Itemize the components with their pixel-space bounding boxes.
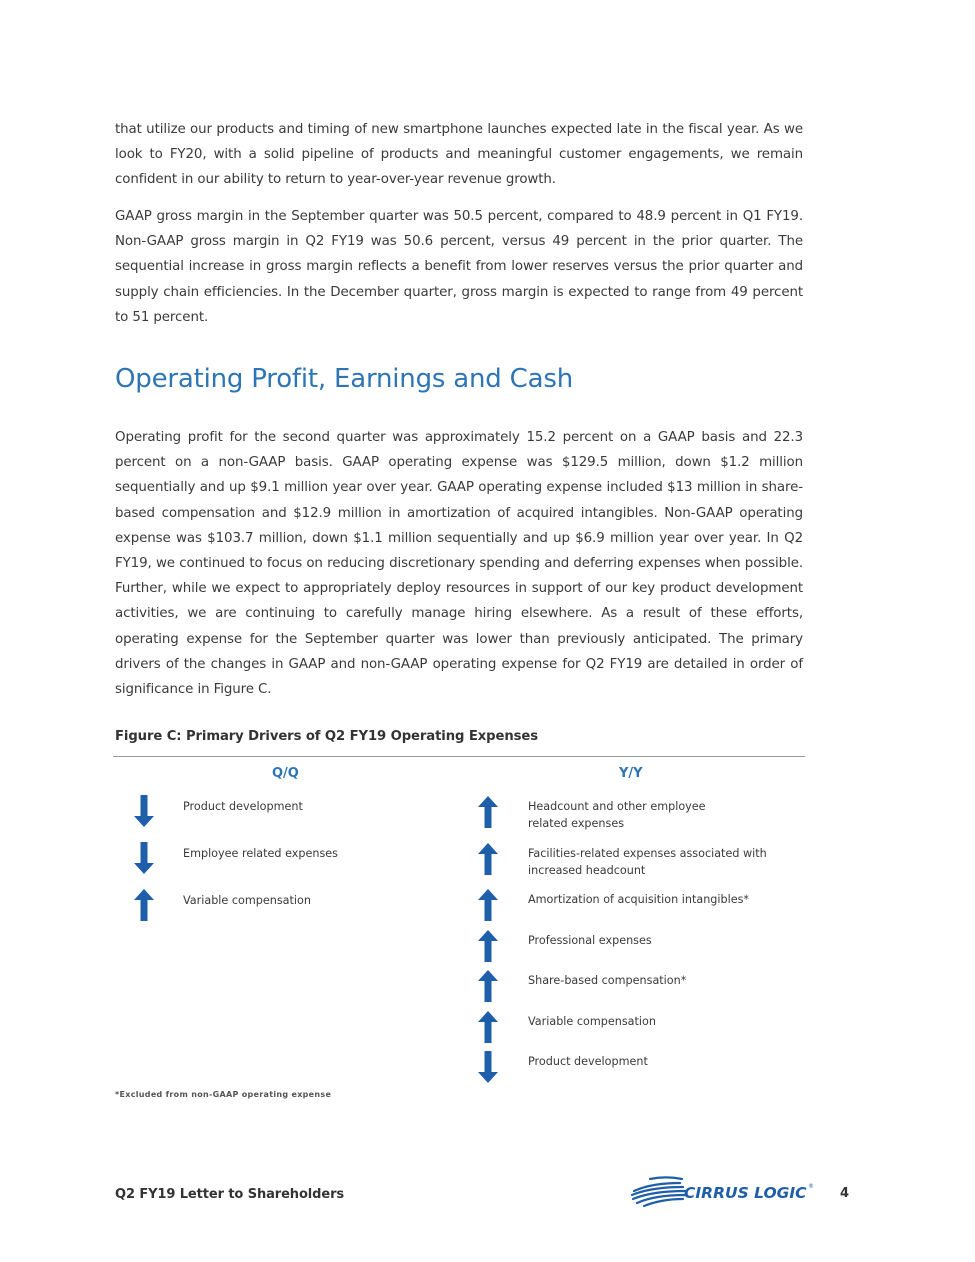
figure-footnote: *Excluded from non-GAAP operating expense bbox=[115, 1090, 332, 1099]
cirrus-logic-logo bbox=[630, 1168, 820, 1208]
footer-document-title: Q2 FY19 Letter to Shareholders bbox=[115, 1187, 345, 1202]
arrow-down-icon bbox=[134, 842, 154, 874]
arrow-up-icon bbox=[478, 930, 498, 962]
yy-item-label: Headcount and other employee related expenses bbox=[528, 800, 706, 830]
yy-item-label: Product development bbox=[528, 1055, 648, 1068]
arrow-down-icon bbox=[134, 795, 154, 827]
yy-item-label: Professional expenses bbox=[528, 934, 652, 947]
arrow-up-icon bbox=[478, 843, 498, 875]
arrow-up-icon bbox=[478, 796, 498, 828]
page-number: 4 bbox=[840, 1186, 850, 1201]
arrow-up-icon bbox=[478, 889, 498, 921]
arrow-down-icon bbox=[478, 1051, 498, 1083]
paragraph-revenue-outlook: that utilize our products and timing of new smartphone launches expected late in the fiscal year. As we look to FY20, with a solid pipeline of products and meaningful customer engagements, we remain confident in our ability to return to year-over-year revenue growth. bbox=[115, 122, 803, 188]
logo-swirl-icon bbox=[630, 1168, 820, 1208]
yy-column-header: Y/Y bbox=[619, 766, 643, 781]
yy-item-label: Facilities-related expenses associated with increased headcount bbox=[528, 847, 767, 877]
figure-title: Figure C: Primary Drivers of Q2 FY19 Operating Expenses bbox=[115, 729, 538, 744]
qq-column-header: Q/Q bbox=[272, 766, 299, 781]
logo-registered-mark: ® bbox=[808, 1183, 814, 1190]
arrow-up-icon bbox=[134, 889, 154, 921]
yy-item-label: Amortization of acquisition intangibles* bbox=[528, 893, 750, 906]
qq-item-label: Variable compensation bbox=[183, 894, 311, 907]
paragraph-gross-margin: GAAP gross margin in the September quarter was 50.5 percent, compared to 48.9 percent in Q1 FY19. Non-GAAP gross margin in Q2 FY19 was 50.6 percent, versus 49 percent in the prior quarter. The sequential increase in gross margin reflects a benefit from lower reserves versus the prior quarter and supply chain efficiencies. In the December quarter, gross margin is expected to range from 49 percent to 51 percent. bbox=[115, 209, 803, 325]
yy-item-label: Variable compensation bbox=[528, 1015, 656, 1028]
arrow-up-icon bbox=[478, 970, 498, 1002]
section-heading: Operating Profit, Earnings and Cash bbox=[115, 364, 573, 394]
arrow-up-icon bbox=[478, 1011, 498, 1043]
figure-divider bbox=[113, 756, 805, 757]
qq-item-label: Employee related expenses bbox=[183, 847, 339, 860]
logo-wordmark: CIRRUS LOGIC bbox=[684, 1184, 807, 1202]
qq-item-label: Product development bbox=[183, 800, 303, 813]
paragraph-operating-profit: Operating profit for the second quarter was approximately 15.2 percent on a GAAP basis and 22.3 percent on a non-GAAP basis. GAAP operating expense was $129.5 million, down $1.2 million sequentially and up $9.1 million year over year. GAAP operating expense included $13 million in share-based compensation and $12.9 million in amortization of acquired intangibles. Non-GAAP operating expense was $103.7 million, down $1.1 million sequentially and up $6.9 million year over year. In Q2 FY19, we continued to focus on reducing discretionary spending and deferring expenses when possible. Further, while we expect to appropriately deploy resources in support of our key product development activities, we are continuing to carefully manage hiring elsewhere. As a result of these efforts, operating expense for the September quarter was lower than previously anticipated. The primary drivers of the changes in GAAP and non-GAAP operating expense for Q2 FY19 are detailed in order of significance in Figure C. bbox=[115, 430, 803, 698]
yy-item-label: Share-based compensation* bbox=[528, 974, 687, 987]
